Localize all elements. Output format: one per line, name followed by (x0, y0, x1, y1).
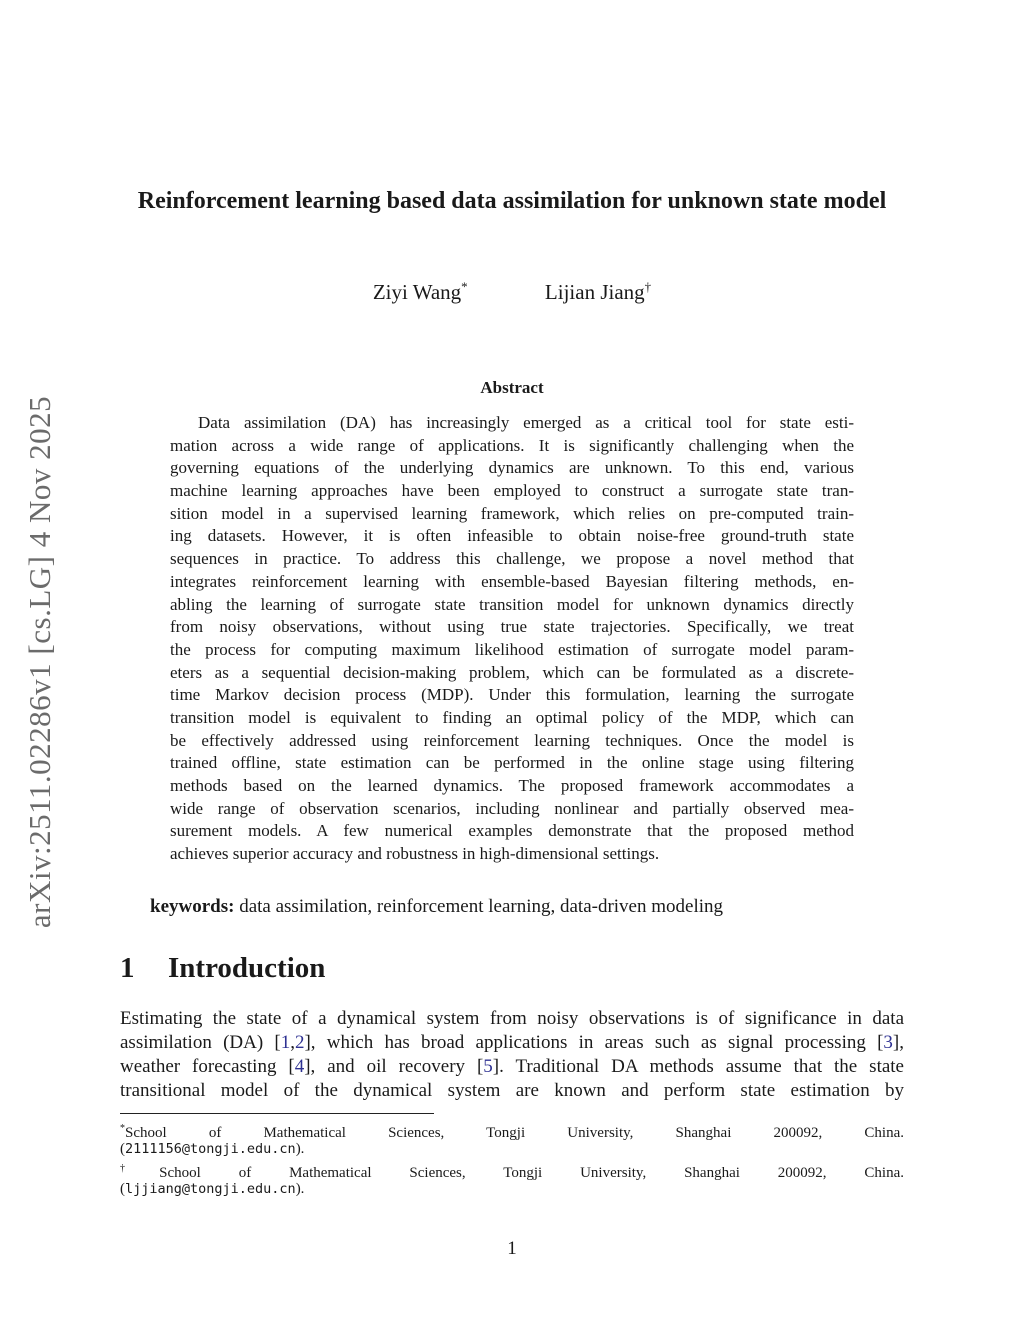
abstract-line: achieves superior accuracy and robustness in high-dimensional settings. (170, 844, 660, 864)
page-number: 1 (507, 1238, 517, 1259)
section-number: 1 (120, 952, 135, 984)
abstract-line: transition model is equivalent to finding an optimal policy of the MDP, which can (170, 707, 854, 727)
author-list (0, 279, 1024, 305)
abstract-line: trained offline, state estimation can be performed in the online stage using filtering (170, 753, 854, 773)
keywords-text: data assimilation, reinforcement learning, data-driven modeling (239, 896, 724, 917)
keywords (150, 896, 723, 918)
intro-line: assimilation (DA) [1,2], which has broad applications in areas such as signal processing [3], (120, 1032, 904, 1053)
footnote-email-line: (2111156@tongji.edu.cn). (120, 1141, 305, 1157)
abstract-line: time Markov decision process (MDP). Under this formulation, learning the surrogate (170, 685, 854, 705)
introduction-paragraph (120, 1007, 904, 1103)
abstract-line: machine learning approaches have been employed to construct a surrogate state tran- (170, 481, 854, 501)
footnotes (120, 1119, 904, 1199)
abstract-line: abling the learning of surrogate state transition model for unknown dynamics directly (170, 594, 854, 614)
author-2-footnote-mark[interactable]: † (644, 279, 652, 294)
keywords-label: keywords: (150, 896, 235, 917)
section-title: Introduction (168, 952, 326, 984)
citation-link[interactable]: 2 (294, 1032, 305, 1053)
abstract-line: surement models. A few numerical examples demonstrate that the proposed method (170, 821, 854, 841)
footnote-email[interactable]: ljjiang@tongji.edu.cn (125, 1181, 296, 1197)
citation-link[interactable]: 4 (294, 1056, 305, 1077)
intro-line: Estimating the state of a dynamical system from noisy observations is of significance in data (120, 1008, 904, 1029)
author-1: Ziyi Wang* (372, 279, 468, 304)
arxiv-identifier: arXiv:2511.02286v1 [cs.LG] 4 Nov 2025 (22, 395, 57, 929)
footnote-affiliation: *School of Mathematical Sciences, Tongji University, Shanghai 200092, China. (120, 1123, 904, 1141)
citation-link[interactable]: 3 (883, 1032, 893, 1053)
author-2: Lijian Jiang† (544, 279, 652, 304)
abstract-line: integrates reinforcement learning with ensemble-based Bayesian filtering methods, en- (170, 571, 854, 591)
abstract-line: be effectively addressed using reinforcement learning techniques. Once the model is (170, 730, 854, 750)
abstract-line: from noisy observations, without using true state trajectories. Specifically, we treat (170, 617, 854, 637)
abstract-line: sequences in practice. To address this challenge, we propose a novel method that (170, 549, 854, 569)
abstract-line: wide range of observation scenarios, including nonlinear and partially observed mea- (170, 798, 854, 818)
abstract-line: mation across a wide range of applications. It is significantly challenging when the (170, 435, 854, 455)
paper-title: Reinforcement learning based data assimilation for unknown state model (137, 188, 887, 214)
footnote-affiliation: †School of Mathematical Sciences, Tongji University, Shanghai 200092, China. (120, 1163, 904, 1181)
abstract-line: eters as a sequential decision-making problem, which can be formulated as a discrete- (170, 662, 854, 682)
author-1-footnote-mark[interactable]: * (461, 279, 468, 294)
citation-link[interactable]: 1 (280, 1032, 291, 1053)
section-heading (120, 952, 325, 985)
abstract-body (170, 412, 854, 866)
abstract-line: the process for computing maximum likelihood estimation of surrogate model param- (170, 639, 854, 659)
footnote-email[interactable]: 2111156@tongji.edu.cn (125, 1141, 296, 1157)
intro-line: transitional model of the dynamical system are known and perform state estimation by (120, 1080, 904, 1101)
abstract-line: methods based on the learned dynamics. The proposed framework accommodates a (170, 776, 854, 795)
footnote-divider (120, 1113, 434, 1114)
abstract-line: sition model in a supervised learning framework, which relies on pre-computed train- (170, 503, 854, 523)
abstract-heading: Abstract (480, 378, 544, 397)
footnote-email-line: (ljjiang@tongji.edu.cn). (120, 1181, 305, 1197)
abstract-line: Data assimilation (DA) has increasingly emerged as a critical tool for state esti- (198, 413, 854, 432)
abstract-line: ing datasets. However, it is often infeasible to obtain noise-free ground-truth state (170, 526, 854, 546)
abstract-line: governing equations of the underlying dynamics are unknown. To this end, various (170, 458, 854, 478)
intro-line: weather forecasting [4], and oil recovery [5]. Traditional DA methods assume that the state (120, 1056, 904, 1077)
citation-link[interactable]: 5 (483, 1056, 493, 1077)
